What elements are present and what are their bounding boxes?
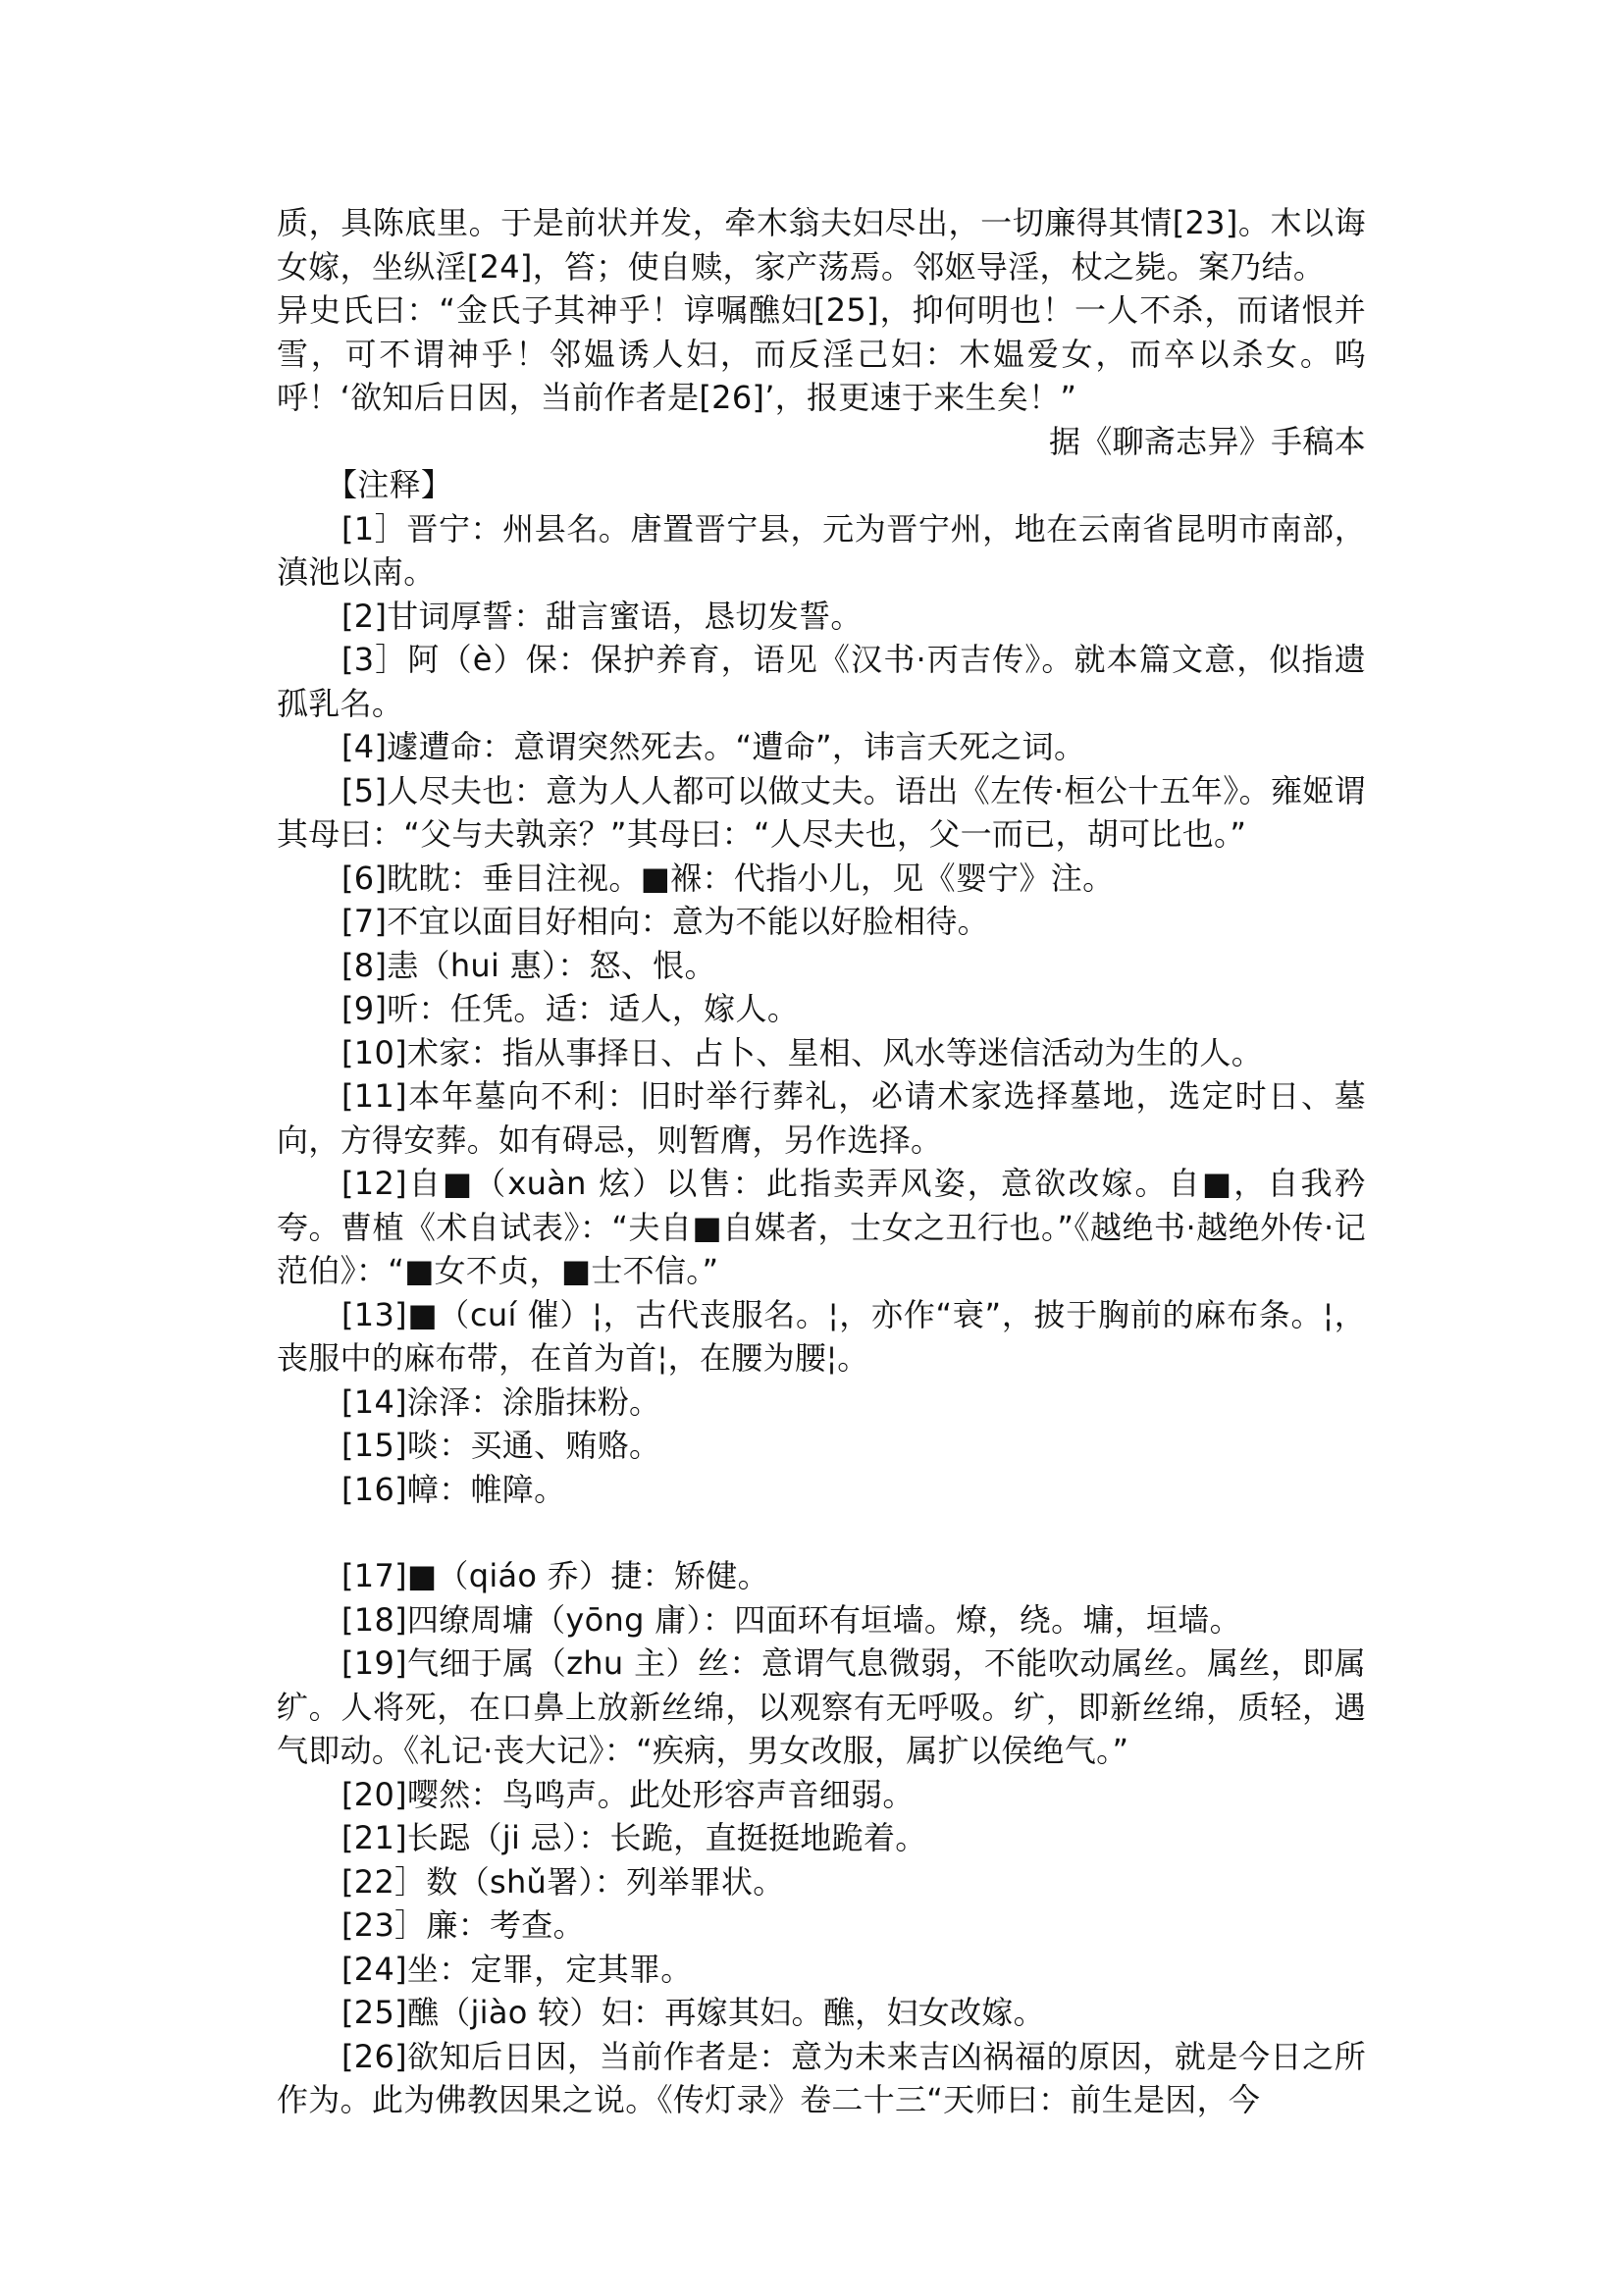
- note-item: [24]坐：定罪，定其罪。: [341, 1950, 693, 1988]
- body-paragraph-2: 异史氏曰：“金氏子其神乎！谆嘱醮妇[25]，抑何明也！一人不杀，而诸恨并雪，可不谓神乎！邻媪诱人妇，而反淫己妇：木媪爱女，而卒以杀女。呜呼！‘欲知后日因，当前作者是[26]’，报更速于来生矣！”: [277, 291, 1366, 416]
- note-item: [23］廉：考查。: [341, 1906, 585, 1944]
- notes-list-part1: [277, 507, 1366, 1512]
- note-item: [16]幛：帷障。: [341, 1470, 566, 1508]
- note-item: [3］阿（è）保：保护养育，语见《汉书·丙吉传》。就本篇文意，似指遗孤乳名。: [277, 641, 1366, 722]
- note-item: [20]嘤然：鸟鸣声。此处形容声音细弱。: [341, 1775, 915, 1813]
- note-item: [10]术家：指从事择日、占卜、星相、风水等迷信活动为生的人。: [341, 1033, 1263, 1071]
- note-item: [26]欲知后日因，当前作者是：意为未来吉凶祸福的原因，就是今日之所作为。此为佛教因果之说。《传灯录》卷二十三“天师曰：前生是因，今: [277, 2037, 1366, 2118]
- note-item: [4]遽遭命：意谓突然死去。“遭命”，讳言夭死之词。: [341, 728, 1086, 765]
- note-item: [22］数（shǔ署）：列举罪状。: [341, 1862, 785, 1901]
- note-item: [1］晋宁：州县名。唐置晋宁县，元为晋宁州，地在云南省昆明市南部，滇池以南。: [277, 509, 1366, 591]
- note-item: [17]■（qiáo 乔）捷：矫健。: [341, 1557, 769, 1594]
- note-item: [15]啖：买通、贿赂。: [341, 1427, 661, 1464]
- source-citation: 据《聊斋志异》手稿本: [1048, 422, 1366, 460]
- note-item: [5]人尽夫也：意为人人都可以做丈夫。语出《左传·桓公十五年》。雍姬谓其母曰：“父与夫孰亲？”其母曰：“人尽夫也，父一而已，胡可比也。”: [277, 771, 1366, 853]
- document-body: [277, 201, 1366, 2122]
- body-paragraph-1: 质，具陈底里。于是前状并发，牵木翁夫妇尽出，一切廉得其情[23]。木以诲女嫁，坐纵淫[24]，笞；使自赎，家产荡焉。邻妪导淫，杖之毙。案乃结。: [277, 204, 1366, 286]
- note-item: [14]涂泽：涂脂抹粉。: [341, 1382, 661, 1421]
- note-item: [12]自■（xuàn 炫）以售：此指卖弄风姿，意欲改嫁。自■，自我矜夸。曹植《术自试表》：“夫自■自媒者，士女之丑行也。”《越绝书·越绝外传·记范伯》：“■女不贞，■士不信。”: [277, 1165, 1366, 1289]
- note-item: [7]不宜以面目好相向：意为不能以好脸相待。: [341, 903, 989, 940]
- note-item: [9]听：任凭。适：适人，嫁人。: [341, 990, 800, 1027]
- note-item: [25]醮（jiào 较）妇：再嫁其妇。醮，妇女改嫁。: [341, 1994, 1045, 2031]
- note-item: [18]四缭周墉（yōng 庸）：四面环有垣墙。燎，绕。墉，垣墙。: [341, 1600, 1241, 1639]
- note-item: [13]■（cuí 催）¦，古代丧服名。¦，亦作“衰”，披于胸前的麻布条。¦，丧服中的麻布带，在首为首¦，在腰为腰¦。: [277, 1295, 1366, 1377]
- note-item: [19]气细于属（zhu 主）丝：意谓气息微弱，不能吹动属丝。属丝，即属纩。人将死，在口鼻上放新丝绵，以观察有无呼吸。纩，即新丝绵，质轻，遇气即动。《礼记·丧大记》：“疾病，男女改服，属扩以侯绝气。”: [277, 1644, 1366, 1769]
- note-item: [11]本年墓向不利：旧时举行葬礼，必请术家选择墓地，选定时日、墓向，方得安葬。如有碍忌，则暂膺，另作选择。: [277, 1077, 1366, 1159]
- note-item: [21]长跽（ji 忌）：长跪，直挺挺地跪着。: [341, 1819, 927, 1856]
- notes-gap: [277, 1511, 1366, 1554]
- note-item: [2]甘词厚誓：甜言蜜语，恳切发誓。: [341, 597, 863, 635]
- note-item: [8]恚（hui 惠）：怒、恨。: [341, 946, 716, 984]
- notes-list-part2: [277, 1554, 1366, 2122]
- notes-heading: 【注释】: [326, 466, 453, 503]
- note-item: [6]眈眈：垂目注视。■褓：代指小儿，见《婴宁》注。: [341, 859, 1115, 897]
